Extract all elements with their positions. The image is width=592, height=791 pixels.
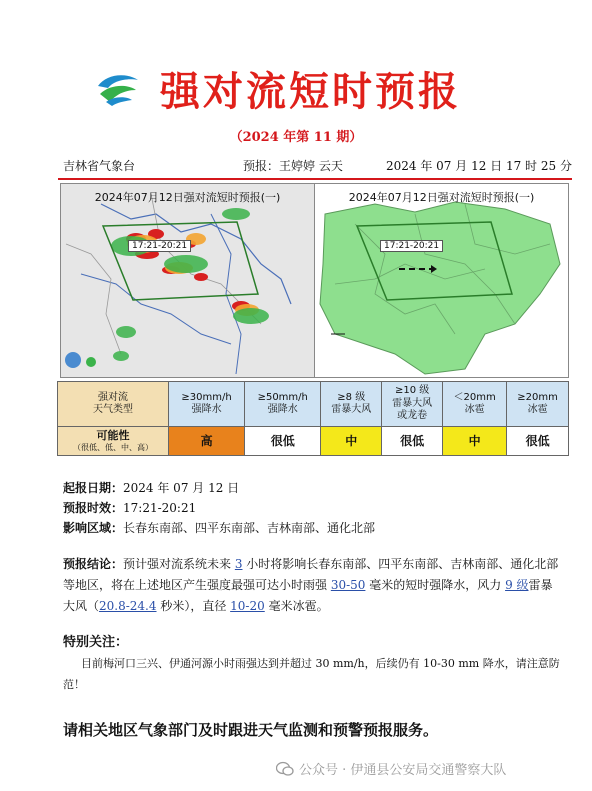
- type-column: [169, 382, 245, 427]
- type-name: 强降水: [191, 404, 222, 415]
- probability-level: 很低: [382, 427, 443, 456]
- wechat-icon: [276, 761, 294, 777]
- page-title: 强对流短时预报: [160, 69, 461, 115]
- probability-level: 中: [321, 427, 382, 456]
- type-threshold: ＜20mm: [453, 391, 496, 403]
- probability-header-cell: [58, 427, 169, 456]
- type-name: 强降水: [267, 404, 298, 415]
- conclusion-wind-level: 9 级: [505, 578, 529, 592]
- type-header-cell: [58, 382, 169, 427]
- valid-time-label: 预报时效：: [63, 501, 124, 515]
- type-threshold: ≥30mm/h: [181, 391, 232, 403]
- type-column: [382, 382, 443, 427]
- type-name: 冰雹: [464, 404, 485, 415]
- conclusion-text: 毫米的短时强降水，风力: [365, 578, 506, 592]
- watermark-text: 公众号 · 伊通县公安局交通警察大队: [299, 763, 507, 778]
- issue-date-label: 起报日期：: [63, 481, 124, 495]
- special-notice-title: 特别关注：: [63, 635, 129, 650]
- probability-level: 高: [169, 427, 245, 456]
- special-notice-text: 目前梅河口三兴、伊通河源小时雨强达到并超过 30 mm/h，后续仍有 10-30 mm 降水，请注意防范！: [63, 657, 560, 691]
- forecast-map: [314, 183, 569, 378]
- type-name: 雷暴大风: [331, 404, 372, 415]
- type-threshold: ≥50mm/h: [257, 391, 308, 403]
- conclusion-text: 预计强对流系统未来: [123, 557, 235, 571]
- probability-header: 可能性: [96, 429, 130, 443]
- forecast-conclusion: [63, 554, 563, 617]
- agency-name: 吉林省气象台: [63, 159, 136, 173]
- probability-level: 很低: [245, 427, 321, 456]
- probability-level: 很低: [507, 427, 569, 456]
- conclusion-rain-rate: 30-50: [330, 578, 366, 592]
- type-threshold: ≥10 级: [394, 385, 430, 397]
- issue-number: （2024 年第 11 期）: [229, 130, 363, 145]
- forecast-map-title: 2024年07月12日强对流短时预报(一): [348, 191, 535, 204]
- conclusion-text: 毫米冰雹。: [264, 599, 329, 613]
- valid-time-value: 17:21-20:21: [123, 501, 197, 515]
- radar-map-title: 2024年07月12日强对流短时预报(一): [94, 191, 281, 204]
- conclusion-label: 预报结论：: [63, 557, 124, 571]
- type-threshold: ≥20mm: [517, 391, 558, 403]
- affected-area-line: [63, 519, 375, 536]
- radar-map: [60, 183, 315, 378]
- affected-area-label: 影响区域：: [63, 521, 124, 535]
- forecast-time-label: 17:21-20:21: [380, 240, 443, 252]
- type-header-line1: 强对流: [98, 391, 128, 403]
- type-name-extra: 或龙卷: [397, 410, 428, 422]
- conclusion-hail-size: 10-20: [230, 599, 265, 613]
- header-divider: [58, 178, 572, 180]
- type-header-line2: 天气类型: [93, 404, 133, 415]
- issue-date-value: 2024 年 07 月 12 日: [123, 481, 240, 495]
- closing-statement: 请相关地区气象部门及时跟进天气监测和预警预报服务。: [63, 721, 439, 739]
- conclusion-hours: 3: [234, 557, 243, 571]
- conclusion-text: 小时将影响长春东南部、四平东南部、吉林南部、通化北部等地区，将在上述地区产生强度最强可达小时雨强: [63, 557, 559, 592]
- type-column: [245, 382, 321, 427]
- type-column: [443, 382, 507, 427]
- valid-time-line: [63, 499, 196, 516]
- affected-area-value: 长春东南部、四平东南部、吉林南部、通化北部: [123, 521, 376, 535]
- conclusion-text: 雷暴大风（: [63, 578, 553, 613]
- issued-time: 2024 年 07 月 12 日 17 时 25 分: [386, 159, 572, 173]
- type-column: [507, 382, 569, 427]
- type-threshold: ≥8 级: [337, 391, 366, 403]
- conclusion-text: 秒米），直径: [156, 599, 231, 613]
- type-name: 雷暴大风: [392, 397, 433, 409]
- radar-time-label: 17:21-20:21: [128, 240, 191, 252]
- risk-table: [57, 381, 569, 456]
- probability-subheader: （很低、低、中、高）: [73, 442, 153, 452]
- forecasters: 预报：王婷婷 云天: [243, 159, 343, 173]
- type-name: 冰雹: [527, 404, 548, 415]
- weather-service-logo-icon: [96, 72, 140, 106]
- issue-date-line: [63, 479, 239, 496]
- probability-level: 中: [443, 427, 507, 456]
- conclusion-wind-speed: 20.8-24.4: [99, 599, 157, 613]
- watermark: [276, 759, 506, 778]
- type-column: [321, 382, 382, 427]
